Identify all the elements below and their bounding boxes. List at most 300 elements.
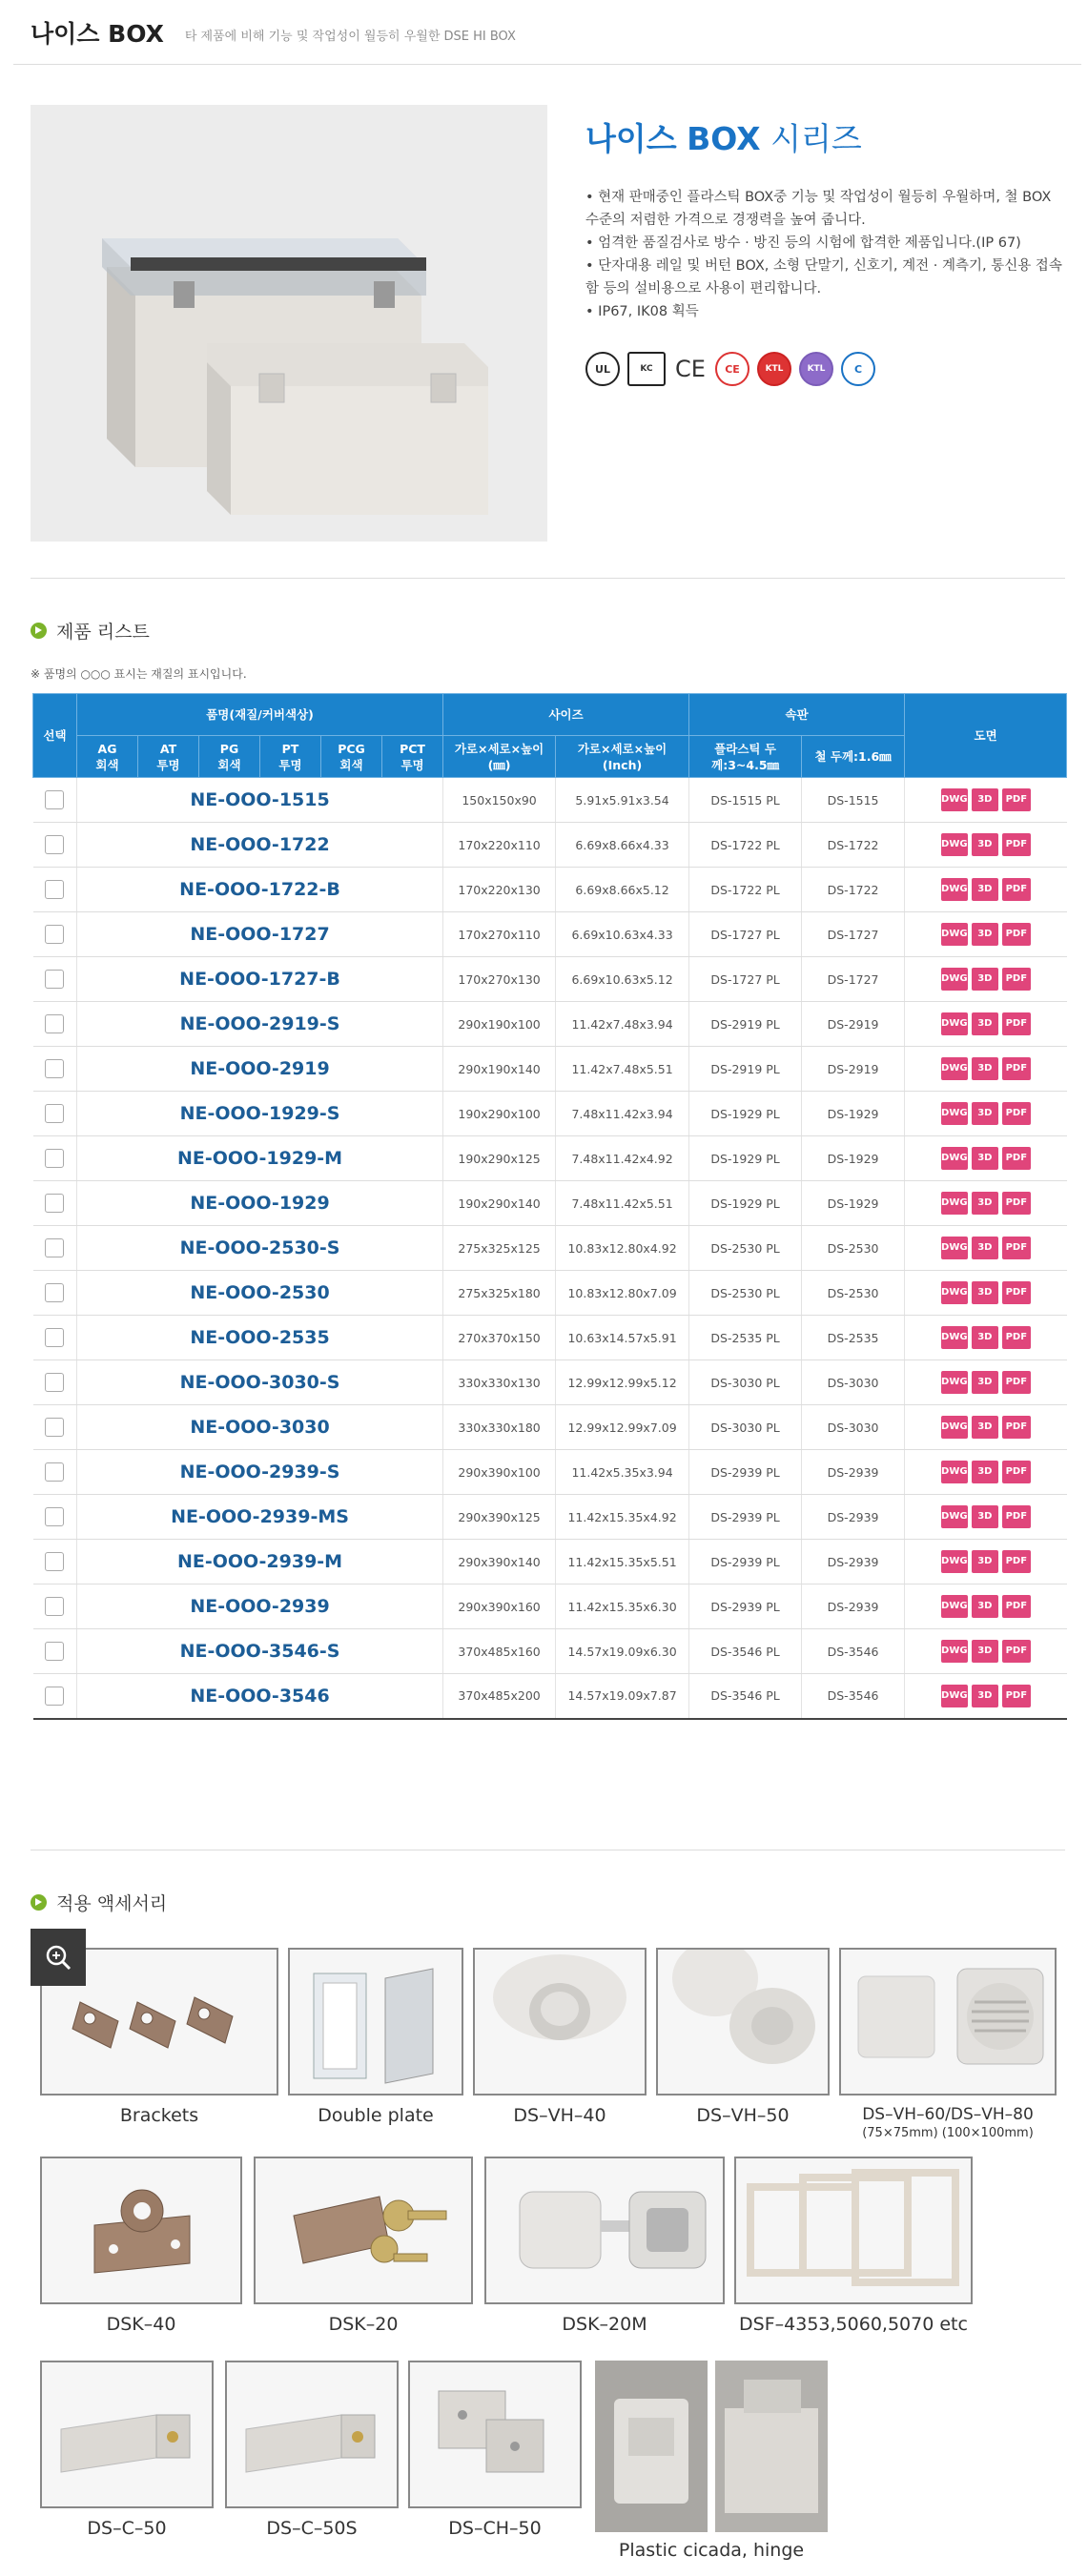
col-plate-steel: 철 두께:1.6㎜: [802, 736, 905, 778]
row-select: [33, 1181, 77, 1226]
plate-steel: DS-2939: [802, 1450, 905, 1495]
plate-plastic: DS-3030 PL: [689, 1405, 802, 1450]
pdf-button[interactable]: PDF: [1002, 1102, 1031, 1125]
size-mm: 370x485x160: [443, 1629, 556, 1674]
3d-button[interactable]: 3D: [972, 968, 998, 991]
accessory-ds-ch-50[interactable]: [408, 2361, 582, 2539]
dwg-button[interactable]: DWG: [941, 833, 968, 856]
size-inch: 11.42x15.35x5.51: [556, 1540, 689, 1584]
drawing-cell: [905, 957, 1067, 1002]
size-inch: 6.69x10.63x5.12: [556, 957, 689, 1002]
accessory-label: Brackets: [119, 2105, 199, 2126]
drawing-cell: [905, 823, 1067, 868]
row-select: [33, 1271, 77, 1316]
product-image: [31, 105, 547, 542]
table-row: [33, 1226, 1067, 1271]
col-select: 선택: [33, 694, 77, 778]
size-inch: 6.69x10.63x4.33: [556, 912, 689, 957]
accessory-label: DSK–40: [106, 2314, 176, 2335]
product-name[interactable]: NE-OOO-2530: [77, 1271, 443, 1316]
accessory-image: [656, 1948, 830, 2096]
row-checkbox[interactable]: [45, 1238, 64, 1257]
3d-button[interactable]: 3D: [972, 1416, 998, 1439]
intro-bullet: • 엄격한 품질검사로 방수 · 방진 등의 시험에 합격한 제품입니다.(IP 67): [585, 232, 1062, 255]
col-drawing: 도면: [905, 694, 1067, 778]
size-mm: 170x220x110: [443, 823, 556, 868]
accessory-image: [40, 2361, 214, 2508]
size-inch: 10.83x12.80x7.09: [556, 1271, 689, 1316]
accessory-ds-c-50[interactable]: [40, 2361, 214, 2539]
table-row: [33, 1047, 1067, 1092]
dwg-button[interactable]: DWG: [941, 968, 968, 991]
plate-plastic: DS-1727 PL: [689, 912, 802, 957]
accessory-label: DS–C–50: [87, 2518, 167, 2539]
pdf-button[interactable]: PDF: [1002, 1281, 1031, 1304]
row-checkbox[interactable]: [45, 1687, 64, 1706]
accessory-label: DS–CH–50: [448, 2518, 542, 2539]
size-mm: 290x390x160: [443, 1584, 556, 1629]
accessory-cicada-hinge[interactable]: [595, 2361, 828, 2561]
3d-button[interactable]: 3D: [972, 1326, 998, 1349]
size-inch: 12.99x12.99x7.09: [556, 1405, 689, 1450]
accessory-dsk-20[interactable]: [254, 2157, 473, 2335]
accessory-label: DSF–4353,5060,5070 etc: [739, 2314, 968, 2335]
product-name[interactable]: NE-OOO-1722-B: [77, 868, 443, 912]
row-select: [33, 1629, 77, 1674]
pdf-button[interactable]: PDF: [1002, 1147, 1031, 1170]
dwg-button[interactable]: DWG: [941, 1595, 968, 1618]
size-mm: 330x330x180: [443, 1405, 556, 1450]
product-list-title: 제품 리스트: [31, 618, 150, 644]
dwg-button[interactable]: DWG: [941, 1237, 968, 1259]
row-select: [33, 1226, 77, 1271]
accessory-label: DSK–20M: [562, 2314, 647, 2335]
plate-plastic: DS-2939 PL: [689, 1584, 802, 1629]
accessory-image: [40, 2157, 242, 2304]
row-checkbox[interactable]: [45, 970, 64, 989]
plate-steel: DS-3546: [802, 1629, 905, 1674]
pdf-button[interactable]: PDF: [1002, 1057, 1031, 1080]
table-row: [33, 823, 1067, 868]
row-select: [33, 1405, 77, 1450]
plate-plastic: DS-3030 PL: [689, 1360, 802, 1405]
plate-plastic: DS-1929 PL: [689, 1092, 802, 1136]
accessory-ds-vh-60-80[interactable]: [839, 1948, 1057, 2140]
dwg-button[interactable]: DWG: [941, 788, 968, 811]
accessories-title: 적용 액세서리: [31, 1890, 167, 1915]
row-checkbox[interactable]: [45, 790, 64, 809]
plate-steel: DS-2535: [802, 1316, 905, 1360]
pdf-button[interactable]: PDF: [1002, 968, 1031, 991]
size-mm: 275x325x125: [443, 1226, 556, 1271]
table-row: [33, 1002, 1067, 1047]
product-name[interactable]: NE-OOO-2939-S: [77, 1450, 443, 1495]
accessory-ds-vh-40[interactable]: [473, 1948, 647, 2126]
size-mm: 290x390x125: [443, 1495, 556, 1540]
table-row: [33, 1271, 1067, 1316]
3d-button[interactable]: 3D: [972, 1147, 998, 1170]
plate-plastic: DS-1929 PL: [689, 1136, 802, 1181]
intro-title: 나이스 BOX 시리즈: [585, 120, 862, 157]
row-checkbox[interactable]: [45, 1149, 64, 1168]
size-inch: 5.91x5.91x3.54: [556, 778, 689, 823]
3d-button[interactable]: 3D: [972, 1505, 998, 1528]
size-inch: 14.57x19.09x7.87: [556, 1674, 689, 1719]
zoom-button[interactable]: [31, 1929, 86, 1986]
accessory-dsk-20m[interactable]: [484, 2157, 725, 2335]
product-name[interactable]: NE-OOO-1929: [77, 1181, 443, 1226]
plate-steel: DS-1727: [802, 912, 905, 957]
3d-button[interactable]: 3D: [972, 1461, 998, 1483]
accessory-image: [288, 1948, 463, 2096]
size-mm: 275x325x180: [443, 1271, 556, 1316]
drawing-cell: [905, 1674, 1067, 1719]
row-select: [33, 1092, 77, 1136]
size-mm: 170x270x110: [443, 912, 556, 957]
plate-plastic: DS-1722 PL: [689, 868, 802, 912]
pdf-button[interactable]: PDF: [1002, 1416, 1031, 1439]
3d-button[interactable]: 3D: [972, 1012, 998, 1035]
product-name[interactable]: NE-OOO-2939-MS: [77, 1495, 443, 1540]
cqc-cert-icon: C: [841, 352, 875, 386]
page-title: 나이스 BOX: [31, 19, 164, 48]
plate-steel: DS-1515: [802, 778, 905, 823]
size-mm: 170x270x130: [443, 957, 556, 1002]
accessory-image: [734, 2157, 973, 2304]
plate-steel: DS-3030: [802, 1405, 905, 1450]
table-row: [33, 1136, 1067, 1181]
intro-bullet: • 현재 판매중인 플라스틱 BOX중 기능 및 작업성이 월등히 우월하며, 철 BOX 수준의 저렴한 가격으로 경쟁력을 높여 줍니다.: [585, 186, 1062, 232]
pdf-button[interactable]: PDF: [1002, 1505, 1031, 1528]
accessory-label: DS–VH–40: [513, 2105, 606, 2126]
row-select: [33, 1495, 77, 1540]
plate-steel: DS-2530: [802, 1271, 905, 1316]
size-inch: 11.42x15.35x6.30: [556, 1584, 689, 1629]
drawing-cell: [905, 1271, 1067, 1316]
size-inch: 12.99x12.99x5.12: [556, 1360, 689, 1405]
size-mm: 290x390x100: [443, 1450, 556, 1495]
size-mm: 290x190x100: [443, 1002, 556, 1047]
drawing-cell: [905, 1360, 1067, 1405]
drawing-cell: [905, 1047, 1067, 1092]
size-mm: 290x390x140: [443, 1540, 556, 1584]
row-select: [33, 778, 77, 823]
3d-button[interactable]: 3D: [972, 1192, 998, 1215]
plate-plastic: DS-1722 PL: [689, 823, 802, 868]
product-name[interactable]: NE-OOO-1722: [77, 823, 443, 868]
3d-button[interactable]: 3D: [972, 878, 998, 901]
pdf-button[interactable]: PDF: [1002, 1012, 1031, 1035]
pdf-button[interactable]: PDF: [1002, 923, 1031, 946]
col-material: PCG 회색: [321, 736, 382, 778]
accessory-image: [839, 1948, 1057, 2096]
size-inch: 7.48x11.42x3.94: [556, 1092, 689, 1136]
product-name[interactable]: NE-OOO-1727: [77, 912, 443, 957]
size-mm: 190x290x125: [443, 1136, 556, 1181]
accessory-image: [595, 2361, 828, 2532]
accessory-ds-vh-50[interactable]: [656, 1948, 830, 2126]
pdf-button[interactable]: PDF: [1002, 1371, 1031, 1394]
dwg-button[interactable]: DWG: [941, 1012, 968, 1035]
pdf-button[interactable]: PDF: [1002, 788, 1031, 811]
3d-button[interactable]: 3D: [972, 788, 998, 811]
table-row: [33, 868, 1067, 912]
col-plate-group: 속판: [689, 694, 905, 736]
dwg-button[interactable]: DWG: [941, 1281, 968, 1304]
drawing-cell: [905, 1540, 1067, 1584]
row-select: [33, 1047, 77, 1092]
row-checkbox[interactable]: [45, 1507, 64, 1526]
product-name[interactable]: NE-OOO-1929-S: [77, 1092, 443, 1136]
drawing-cell: [905, 1136, 1067, 1181]
dwg-button[interactable]: DWG: [941, 1461, 968, 1483]
3d-button[interactable]: 3D: [972, 1057, 998, 1080]
product-name[interactable]: NE-OOO-3546-S: [77, 1629, 443, 1674]
accessory-image: [408, 2361, 582, 2508]
plate-steel: DS-1722: [802, 868, 905, 912]
product-name[interactable]: NE-OOO-2939-M: [77, 1540, 443, 1584]
size-mm: 170x220x130: [443, 868, 556, 912]
row-select: [33, 868, 77, 912]
dwg-button[interactable]: DWG: [941, 1371, 968, 1394]
row-select: [33, 1002, 77, 1047]
size-mm: 270x370x150: [443, 1316, 556, 1360]
plate-plastic: DS-2939 PL: [689, 1450, 802, 1495]
3d-button[interactable]: 3D: [972, 1102, 998, 1125]
ul-cert-icon: UL: [585, 352, 620, 386]
plate-plastic: DS-2919 PL: [689, 1002, 802, 1047]
row-select: [33, 1360, 77, 1405]
size-mm: 290x190x140: [443, 1047, 556, 1092]
accessory-label: DS–VH–60/DS–VH–80: [862, 2105, 1034, 2124]
dwg-button[interactable]: DWG: [941, 1416, 968, 1439]
pdf-button[interactable]: PDF: [1002, 1640, 1031, 1663]
pdf-button[interactable]: PDF: [1002, 1326, 1031, 1349]
plate-steel: DS-2919: [802, 1047, 905, 1092]
accessory-dsk-40[interactable]: [40, 2157, 242, 2335]
pdf-button[interactable]: PDF: [1002, 1685, 1031, 1707]
row-select: [33, 1136, 77, 1181]
product-name[interactable]: NE-OOO-2530-S: [77, 1226, 443, 1271]
pdf-button[interactable]: PDF: [1002, 1461, 1031, 1483]
drawing-cell: [905, 1002, 1067, 1047]
plate-steel: DS-3030: [802, 1360, 905, 1405]
product-name[interactable]: NE-OOO-1515: [77, 778, 443, 823]
product-name[interactable]: NE-OOO-3030-S: [77, 1360, 443, 1405]
3d-button[interactable]: 3D: [972, 1550, 998, 1573]
dwg-button[interactable]: DWG: [941, 1640, 968, 1663]
row-checkbox[interactable]: [45, 1418, 64, 1437]
table-row: [33, 1674, 1067, 1719]
dwg-button[interactable]: DWG: [941, 1326, 968, 1349]
product-name[interactable]: NE-OOO-2919-S: [77, 1002, 443, 1047]
col-size-mm: 가로×세로×높이(㎜): [443, 736, 556, 778]
plate-steel: DS-1722: [802, 823, 905, 868]
accessory-label: DSK–20: [328, 2314, 399, 2335]
col-material: PCT 투명: [382, 736, 443, 778]
3d-button[interactable]: 3D: [972, 1371, 998, 1394]
size-inch: 7.48x11.42x4.92: [556, 1136, 689, 1181]
product-intro: [585, 114, 1062, 386]
row-checkbox[interactable]: [45, 1552, 64, 1571]
row-checkbox[interactable]: [45, 1059, 64, 1078]
plate-plastic: DS-3546 PL: [689, 1674, 802, 1719]
row-select: [33, 823, 77, 868]
accessory-dsf[interactable]: [734, 2157, 973, 2335]
accessory-image: [484, 2157, 725, 2304]
page-header: [13, 0, 1081, 65]
size-inch: 10.63x14.57x5.91: [556, 1316, 689, 1360]
drawing-cell: [905, 912, 1067, 957]
plate-steel: DS-2919: [802, 1002, 905, 1047]
plate-steel: DS-1929: [802, 1136, 905, 1181]
dwg-button[interactable]: DWG: [941, 923, 968, 946]
intro-bullet: • IP67, IK08 획득: [585, 300, 1062, 323]
dwg-button[interactable]: DWG: [941, 1505, 968, 1528]
3d-button[interactable]: 3D: [972, 833, 998, 856]
plate-steel: DS-2530: [802, 1226, 905, 1271]
plate-plastic: DS-2919 PL: [689, 1047, 802, 1092]
accessory-label: Double plate: [318, 2105, 434, 2126]
material-note: ※ 품명의 ○○○ 표시는 재질의 표시입니다.: [31, 667, 247, 681]
3d-button[interactable]: 3D: [972, 1281, 998, 1304]
product-name[interactable]: NE-OOO-3030: [77, 1405, 443, 1450]
row-checkbox[interactable]: [45, 1014, 64, 1033]
size-mm: 190x290x100: [443, 1092, 556, 1136]
product-name[interactable]: NE-OOO-2535: [77, 1316, 443, 1360]
col-material: AT 투명: [138, 736, 199, 778]
pdf-button[interactable]: PDF: [1002, 833, 1031, 856]
divider: [31, 578, 1065, 579]
row-checkbox[interactable]: [45, 1462, 64, 1482]
table-row: [33, 1629, 1067, 1674]
row-checkbox[interactable]: [45, 1328, 64, 1347]
ktl-purple-cert-icon: KTL: [799, 352, 833, 386]
pdf-button[interactable]: PDF: [1002, 1192, 1031, 1215]
dwg-button[interactable]: DWG: [941, 1192, 968, 1215]
plate-steel: DS-2939: [802, 1584, 905, 1629]
plate-plastic: DS-1515 PL: [689, 778, 802, 823]
accessory-image: [473, 1948, 647, 2096]
3d-button[interactable]: 3D: [972, 1685, 998, 1707]
row-checkbox[interactable]: [45, 835, 64, 854]
dwg-button[interactable]: DWG: [941, 1147, 968, 1170]
dwg-button[interactable]: DWG: [941, 1550, 968, 1573]
row-checkbox[interactable]: [45, 1642, 64, 1661]
table-row: [33, 778, 1067, 823]
size-inch: 7.48x11.42x5.51: [556, 1181, 689, 1226]
row-checkbox[interactable]: [45, 1373, 64, 1392]
drawing-cell: [905, 868, 1067, 912]
plate-plastic: DS-2939 PL: [689, 1495, 802, 1540]
section-bullet-icon: [31, 623, 47, 639]
col-size-inch: 가로×세로×높이 (Inch): [556, 736, 689, 778]
accessory-image: [225, 2361, 399, 2508]
product-name[interactable]: NE-OOO-2939: [77, 1584, 443, 1629]
row-checkbox[interactable]: [45, 880, 64, 899]
dwg-button[interactable]: DWG: [941, 1102, 968, 1125]
pdf-button[interactable]: PDF: [1002, 1237, 1031, 1259]
row-checkbox[interactable]: [45, 925, 64, 944]
ktl-red-cert-icon: KTL: [757, 352, 791, 386]
size-inch: 11.42x7.48x5.51: [556, 1047, 689, 1092]
table-row: [33, 1181, 1067, 1226]
plate-plastic: DS-2939 PL: [689, 1540, 802, 1584]
table-row: [33, 1360, 1067, 1405]
table-row: [33, 1092, 1067, 1136]
table-row: [33, 912, 1067, 957]
product-name[interactable]: NE-OOO-1929-M: [77, 1136, 443, 1181]
plate-steel: DS-2939: [802, 1540, 905, 1584]
row-select: [33, 912, 77, 957]
3d-button[interactable]: 3D: [972, 1237, 998, 1259]
col-material: AG 회색: [77, 736, 138, 778]
accessory-sublabel: (75×75mm) (100×100mm): [862, 2126, 1034, 2140]
drawing-cell: [905, 778, 1067, 823]
plate-steel: DS-1727: [802, 957, 905, 1002]
pdf-button[interactable]: PDF: [1002, 1550, 1031, 1573]
row-checkbox[interactable]: [45, 1597, 64, 1616]
3d-button[interactable]: 3D: [972, 923, 998, 946]
drawing-cell: [905, 1629, 1067, 1674]
size-inch: 6.69x8.66x5.12: [556, 868, 689, 912]
page-subtitle: 타 제품에 비해 기능 및 작업성이 월등히 우월한 DSE HI BOX: [184, 30, 516, 44]
product-name[interactable]: NE-OOO-1727-B: [77, 957, 443, 1002]
table-row: [33, 1540, 1067, 1584]
intro-bullets: [585, 186, 1062, 323]
drawing-cell: [905, 1495, 1067, 1540]
table-row: [33, 1405, 1067, 1450]
size-inch: 11.42x7.48x3.94: [556, 1002, 689, 1047]
col-material: PT 투명: [260, 736, 321, 778]
pdf-button[interactable]: PDF: [1002, 1595, 1031, 1618]
row-checkbox[interactable]: [45, 1283, 64, 1302]
dwg-button[interactable]: DWG: [941, 878, 968, 901]
table-row: [33, 1316, 1067, 1360]
plate-plastic: DS-2530 PL: [689, 1226, 802, 1271]
plate-plastic: DS-2535 PL: [689, 1316, 802, 1360]
accessory-ds-c-50s[interactable]: [225, 2361, 399, 2539]
size-mm: 150x150x90: [443, 778, 556, 823]
accessory-double-plate[interactable]: [288, 1948, 463, 2126]
col-pname-group: 품명(재질/커버색상): [77, 694, 443, 736]
drawing-cell: [905, 1450, 1067, 1495]
col-material: PG 회색: [199, 736, 260, 778]
3d-button[interactable]: 3D: [972, 1595, 998, 1618]
row-checkbox[interactable]: [45, 1194, 64, 1213]
plate-plastic: DS-1727 PL: [689, 957, 802, 1002]
kc-cert-icon: KC: [627, 352, 666, 386]
product-name[interactable]: NE-OOO-3546: [77, 1674, 443, 1719]
plate-steel: DS-3546: [802, 1674, 905, 1719]
row-select: [33, 1450, 77, 1495]
pdf-button[interactable]: PDF: [1002, 878, 1031, 901]
plate-plastic: DS-2530 PL: [689, 1271, 802, 1316]
product-table: [32, 693, 1066, 1720]
dwg-button[interactable]: DWG: [941, 1685, 968, 1707]
drawing-cell: [905, 1092, 1067, 1136]
product-name[interactable]: NE-OOO-2919: [77, 1047, 443, 1092]
row-checkbox[interactable]: [45, 1104, 64, 1123]
3d-button[interactable]: 3D: [972, 1640, 998, 1663]
drawing-cell: [905, 1181, 1067, 1226]
accessory-label: Plastic cicada, hinge: [618, 2540, 805, 2561]
table-row: [33, 1450, 1067, 1495]
zoom-in-icon: [44, 1943, 72, 1972]
table-row: [33, 1584, 1067, 1629]
dwg-button[interactable]: DWG: [941, 1057, 968, 1080]
table-row: [33, 1495, 1067, 1540]
